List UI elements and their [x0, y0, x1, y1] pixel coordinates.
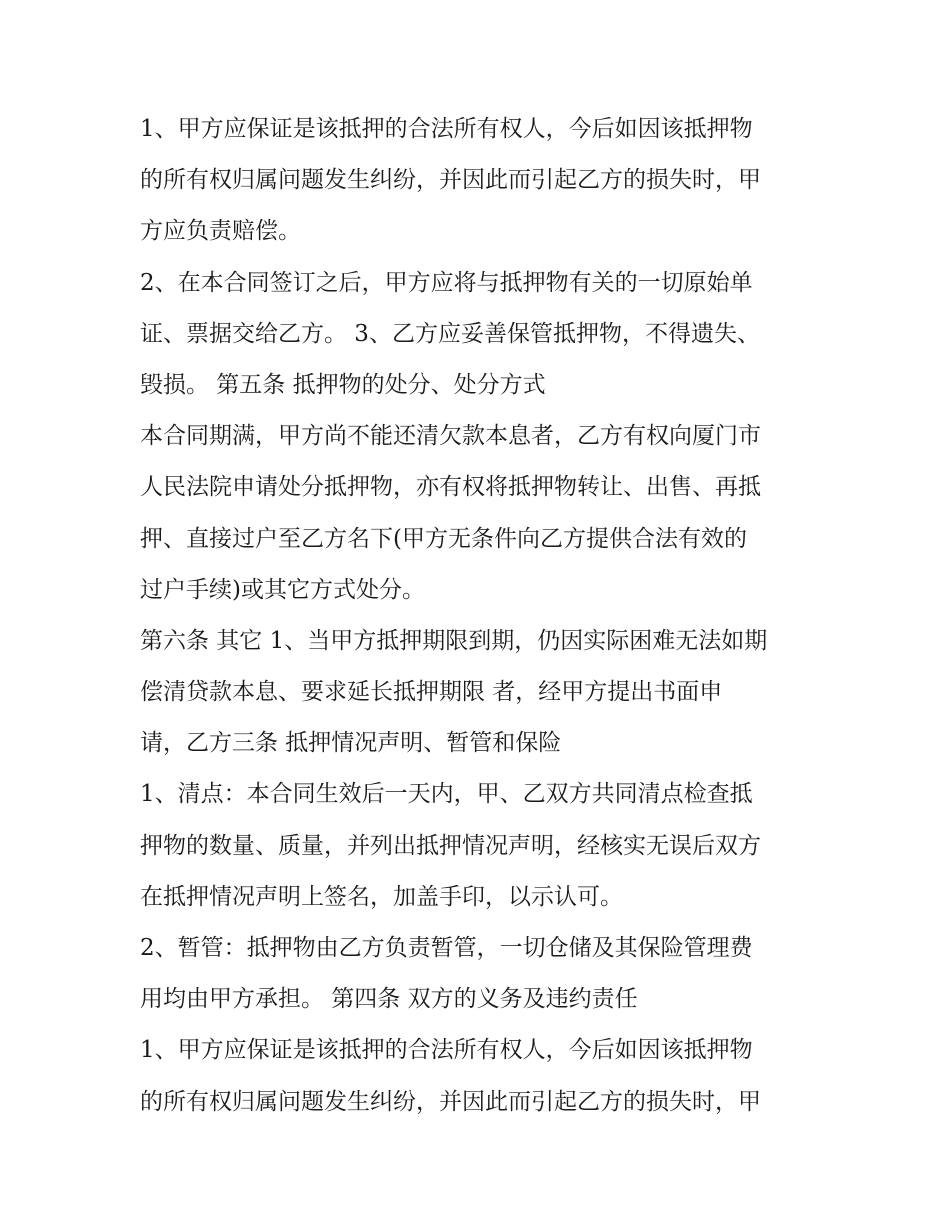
- text-line-7: 本合同期满，甲方尚不能还清欠款本息者，乙方有权向厦门市: [140, 423, 761, 450]
- text-line-20: 的所有权归属问题发生纠纷，并因此而引起乙方的损失时，甲: [140, 1088, 761, 1115]
- text-line-19: 1、甲方应保证是该抵押的合法所有权人，今后如因该抵押物: [140, 1037, 753, 1064]
- text-line-12: 偿清贷款本息、要求延长抵押期限 者，经甲方提出书面申: [140, 679, 723, 706]
- text-line-11: 第六条 其它 1、当甲方抵押期限到期，仍因实际困难无法如期: [140, 627, 768, 654]
- document-body: [140, 104, 820, 1128]
- text-line-10: 过户手续)或其它方式处分。: [140, 576, 425, 603]
- text-line-18: 用均由甲方承担。 第四条 双方的义务及违约责任: [140, 986, 638, 1013]
- text-line-3: 方应负责赔偿。: [140, 218, 301, 245]
- text-line-5: 证、票据交给乙方。 3、乙方应妥善保管抵押物，不得遗失、: [140, 320, 760, 347]
- text-line-6: 毁损。 第五条 抵押物的处分、处分方式: [140, 371, 546, 398]
- text-line-8: 人民法院申请处分抵押物，亦有权将抵押物转让、出售、再抵: [140, 474, 761, 501]
- text-line-14: 1、清点：本合同生效后一天内，甲、乙双方共同清点检查抵: [140, 781, 753, 808]
- text-line-9: 押、直接过户至乙方名下(甲方无条件向乙方提供合法有效的: [140, 525, 747, 552]
- text-line-15: 押物的数量、质量，并列出抵押情况声明，经核实无误后双方: [140, 832, 761, 859]
- text-line-4: 2、在本合同签订之后，甲方应将与抵押物有关的一切原始单: [140, 269, 753, 296]
- text-line-16: 在抵押情况声明上签名，加盖手印，以示认可。: [140, 883, 623, 910]
- text-line-1: 1、甲方应保证是该抵押的合法所有权人，今后如因该抵押物: [140, 116, 753, 142]
- text-line-13: 请，乙方三条 抵押情况声明、暂管和保险: [140, 730, 562, 757]
- text-line-17: 2、暂管：抵押物由乙方负责暂管，一切仓储及其保险管理费: [140, 935, 753, 961]
- text-line-2: 的所有权归属问题发生纠纷，并因此而引起乙方的损失时，甲: [140, 167, 761, 194]
